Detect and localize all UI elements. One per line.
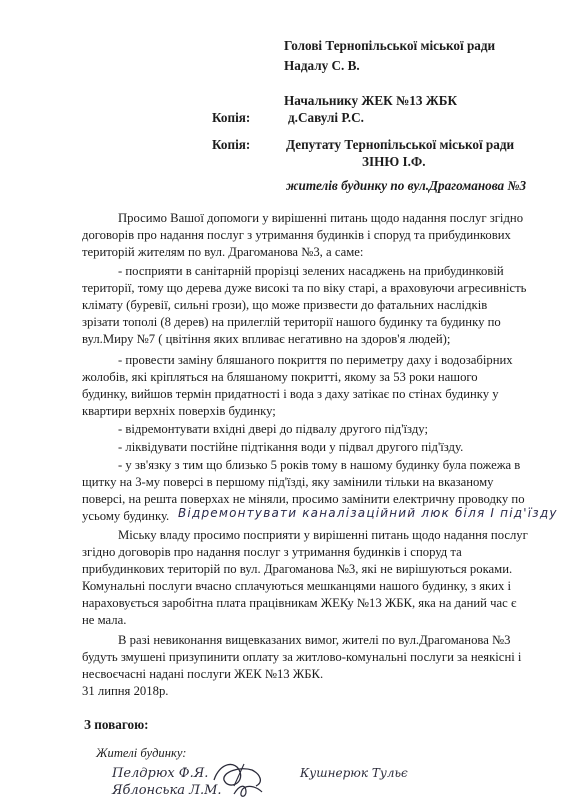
body-line-21: прибудинкових територій по вул. Драгоманова №3, які не вирішуються роками. <box>82 562 513 576</box>
addressee-line-1: Голові Тернопільської міської ради <box>284 38 496 53</box>
body-line-7: зрізати тополі (8 дерев) на прилеглій території нашого будинку та будинку по <box>82 315 501 329</box>
signature-1: Пелдрюх Ф.Я. <box>112 766 209 781</box>
body-line-11: будинку, вийшов термін придатності і вода з даху затікає по стінах будинку у <box>82 387 499 401</box>
body-line-13: - відремонтувати вхідні двері до підвалу другого під'їзду; <box>118 422 428 436</box>
residents-label: Жителі будинку: <box>96 746 187 760</box>
body-line-18: усьому будинку. <box>82 509 170 523</box>
sender-line: жителів будинку по вул.Драгоманова №3 <box>286 178 527 193</box>
body-line-27: несвоєчасні надані послуги ЖЕК №13 ЖБК. <box>82 667 324 681</box>
copy1-line-2: д.Савулі Р.С. <box>288 110 364 125</box>
body-line-1: Просимо Вашої допомоги у вирішенні питань щодо надання послуг згідно <box>118 211 524 225</box>
body-line-8: вул.Миру №7 ( цвітіння яких впливає негативно на здоров'я людей); <box>82 332 451 346</box>
body-line-23: нараховується заробітна плата працівникам ЖЕКу №13 ЖБК, яка на даний час є <box>82 596 517 610</box>
body-line-19: Міську владу просимо посприяти у вирішенні питань щодо надання послуг <box>118 528 528 542</box>
body-line-10: жолобів, які кріпляться на бляшаному покритті, якому за 53 роки нашого <box>82 370 478 384</box>
copy2-line-2: ЗІНЮ І.Ф. <box>362 154 426 169</box>
body-line-3: територій жителям по вул. Драгоманова №3, а саме: <box>82 245 364 259</box>
body-line-9: - провести заміну бляшаного покриття по периметру даху і водозабірних <box>118 353 513 367</box>
signature-2: Яблонська Л.М. <box>112 783 222 798</box>
date-line: 31 липня 2018р. <box>82 684 169 698</box>
copy2-label: Копія: <box>212 137 251 152</box>
body-line-4: - посприяти в санітарній прорізці зелених насаджень на прибудинковій <box>118 264 504 278</box>
body-line-12: квартири верхніх поверхів будинку; <box>82 404 276 418</box>
body-line-16: щитку на 3-му поверсі в першому під'їзді, яку замінили тільки на вказаному <box>82 475 494 489</box>
signature-3: Кушнерюк Тульє <box>300 766 408 780</box>
body-line-17: поверсі, на решта поверхах не міняли, просимо замінити електричну проводку по <box>82 492 525 506</box>
body-line-22: Комунальні послуги вчасно сплачуються мешканцями нашого будинку, з яких і <box>82 579 512 593</box>
copy1-label: Копія: <box>212 110 251 125</box>
copy1-line-1: Начальнику ЖЕК №13 ЖБК <box>284 93 458 108</box>
signature-scribble-2 <box>232 782 272 800</box>
body-line-2: договорів про надання послуг з утримання будинків і споруд та прибудинкових <box>82 228 511 242</box>
body-line-6: клімату (буревії, сильні грози), що може призвести до фатальних наслідків <box>82 298 488 312</box>
body-line-26: будуть змушені призупинити оплату за житлово-комунальні послуги за неякісні і <box>82 650 522 664</box>
body-line-14: - ліквідувати постійне підтікання води у підвал другого під'їзду. <box>118 440 464 454</box>
copy2-line-1: Депутату Тернопільської міської ради <box>286 137 515 152</box>
body-line-25: В разі невиконання вищевказаних вимог, жителі по вул.Драгоманова №3 <box>118 633 511 647</box>
addressee-line-2: Надалу С. В. <box>284 58 360 73</box>
body-line-5: території, тому що дерева дуже високі та по віку старі, а враховуючи агресивність <box>82 281 527 295</box>
body-line-24: не мала. <box>82 613 127 627</box>
closing-regards: З повагою: <box>84 717 149 732</box>
body-line-20: згідно договорів про надання послуг з утримання будинків і споруд та <box>82 545 462 559</box>
handwritten-note: Відремонтувати каналізаційний люк біля І під'їзду <box>178 506 558 520</box>
body-line-15: - у зв'язку з тим що близько 5 років тому в нашому будинку була пожежа в <box>118 458 521 472</box>
